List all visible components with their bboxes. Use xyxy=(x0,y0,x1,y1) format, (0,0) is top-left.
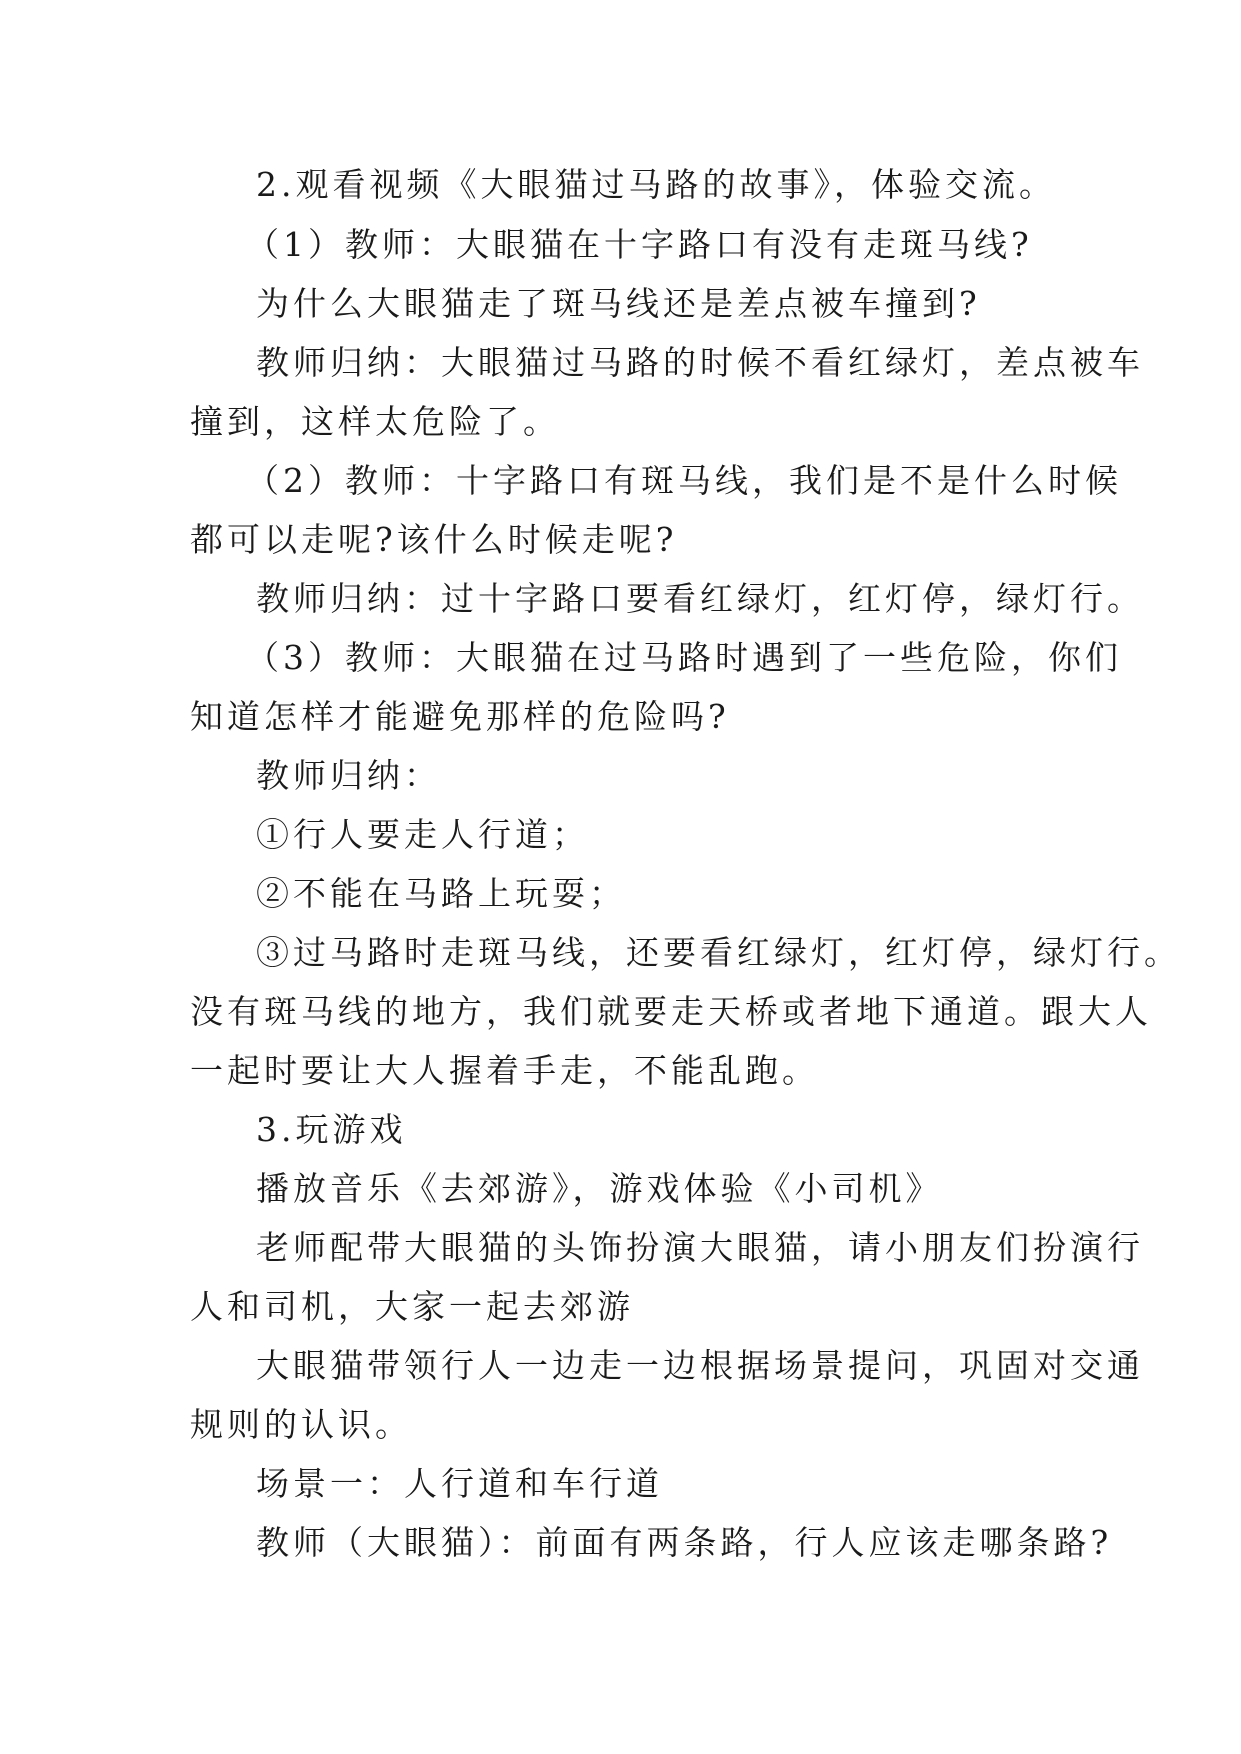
text-line-19: 老师配带大眼猫的头饰扮演大眼猫，请小朋友们扮演行 xyxy=(256,1228,1144,1267)
text-line-6: （2）教师：十字路口有斑马线，我们是不是什么时候 xyxy=(246,461,1122,500)
text-line-14: ③过马路时走斑马线，还要看红绿灯，红灯停，绿灯行。 xyxy=(256,933,1181,972)
text-line-8: 教师归纳：过十字路口要看红绿灯，红灯停，绿灯行。 xyxy=(256,579,1144,618)
text-line-16: 一起时要让大人握着手走，不能乱跑。 xyxy=(190,1051,819,1090)
text-line-23: 场景一：人行道和车行道 xyxy=(256,1464,663,1503)
text-line-2: （1）教师：大眼猫在十字路口有没有走斑马线? xyxy=(246,225,1033,264)
text-line-22: 规则的认识。 xyxy=(190,1405,412,1444)
text-line-13: ②不能在马路上玩耍； xyxy=(256,874,626,913)
text-line-17: 3.玩游戏 xyxy=(256,1110,407,1149)
text-line-20: 人和司机，大家一起去郊游 xyxy=(190,1287,634,1326)
text-line-3: 为什么大眼猫走了斑马线还是差点被车撞到? xyxy=(256,284,981,323)
text-line-10: 知道怎样才能避免那样的危险吗? xyxy=(190,697,730,736)
text-line-12: ①行人要走人行道； xyxy=(256,815,589,854)
text-line-5: 撞到，这样太危险了。 xyxy=(190,402,560,441)
text-line-18: 播放音乐《去郊游》，游戏体验《小司机》 xyxy=(256,1169,943,1208)
text-line-4: 教师归纳：大眼猫过马路的时候不看红绿灯，差点被车 xyxy=(256,343,1144,382)
text-line-9: （3）教师：大眼猫在过马路时遇到了一些危险，你们 xyxy=(246,638,1122,677)
text-line-24: 教师（大眼猫）：前面有两条路，行人应该走哪条路? xyxy=(256,1523,1113,1562)
text-line-7: 都可以走呢?该什么时候走呢? xyxy=(190,520,678,559)
text-line-11: 教师归纳： xyxy=(256,756,441,795)
text-line-21: 大眼猫带领行人一边走一边根据场景提问，巩固对交通 xyxy=(256,1346,1144,1385)
text-line-15: 没有斑马线的地方，我们就要走天桥或者地下通道。跟大人 xyxy=(190,992,1152,1031)
text-line-1: 2.观看视频《大眼猫过马路的故事》，体验交流。 xyxy=(256,165,1056,204)
